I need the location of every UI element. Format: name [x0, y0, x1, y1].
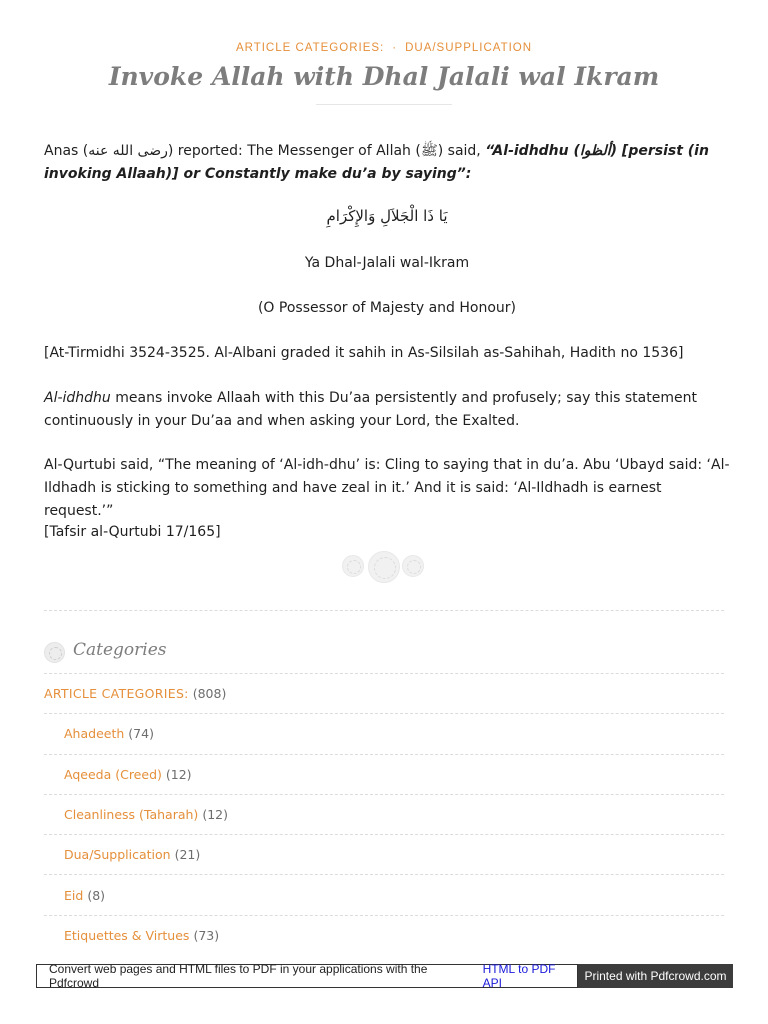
pdfcrowd-message	[36, 964, 578, 988]
category-link[interactable]: Aqeeda (Creed)	[64, 766, 162, 782]
category-item	[44, 874, 724, 914]
category-link[interactable]: Ahadeeth	[64, 726, 125, 742]
hadith-reference: [At-Tirmidhi 3524-3525. Al-Albani graded it sahih in As-Silsilah as-Sahihah, Hadith no 1536]	[44, 345, 684, 361]
idhdhu-term: Al-idhdhu	[44, 390, 111, 406]
category-link[interactable]: Cleanliness (Taharah)	[64, 807, 199, 823]
article-category-line	[0, 42, 768, 54]
ornament-center	[368, 551, 400, 583]
category-item	[44, 713, 724, 753]
section-divider	[44, 610, 724, 611]
category-count: (12)	[165, 766, 192, 782]
idhdhu-explanation	[44, 387, 730, 433]
categories-list	[44, 673, 724, 955]
category-count: (8)	[87, 887, 106, 903]
category-item	[44, 794, 724, 834]
intro-quote: “Al-idhdhu (ألظوا) [persist (in invoking Allaah)] or Constantly make du’a by saying”:	[44, 143, 709, 182]
intro-text: Anas (رضى الله عنه) reported: The Messenger of Allah (ﷺ) said,	[44, 143, 486, 159]
pdfcrowd-banner	[36, 964, 733, 988]
category-link[interactable]: Dua/Supplication	[64, 847, 171, 863]
transliteration: Ya Dhal-Jalali wal-Ikram	[304, 255, 470, 271]
categories-title: Categories	[73, 640, 167, 660]
tafsir-reference: [Tafsir al-Qurtubi 17/165]	[44, 524, 221, 540]
category-count: (12)	[202, 807, 228, 823]
category-separator: ·	[392, 42, 398, 54]
category-item	[44, 915, 724, 955]
pdfcrowd-api-link[interactable]: HTML to PDF API	[482, 962, 556, 990]
category-link[interactable]: ARTICLE CATEGORIES:	[44, 686, 189, 702]
pdfcrowd-text: Convert web pages and HTML files to PDF in your applications with the Pdfcrowd	[49, 962, 428, 990]
category-count: (21)	[174, 847, 201, 863]
category-item	[44, 834, 724, 874]
ornament-small-right	[402, 555, 424, 577]
idhdhu-text: means invoke Allaah with this Du’aa persistently and profusely; say this statement continuously in your Du’aa and when asking your Lord, the Exalted.	[44, 390, 697, 429]
category-count: (808)	[192, 686, 227, 702]
divider-ornament-icon	[342, 551, 426, 581]
ornament-small-left	[342, 555, 364, 577]
category-label[interactable]: ARTICLE CATEGORIES:	[235, 42, 385, 54]
category-count: (73)	[193, 927, 220, 943]
intro-paragraph	[44, 140, 730, 186]
title-divider	[316, 104, 452, 105]
pdfcrowd-printed-badge[interactable]: Printed with Pdfcrowd.com	[578, 964, 733, 988]
article-title: Invoke Allah with Dhal Jalali wal Ikram	[108, 62, 660, 91]
category-link[interactable]: Etiquettes & Virtues	[64, 927, 190, 943]
category-link-dua[interactable]: DUA/SUPPLICATION	[405, 42, 533, 54]
arabic-dua: يَا ذَا الْجَلاَلِ وَالإِكْرَامِ	[326, 207, 448, 225]
category-link[interactable]: Eid	[64, 887, 84, 903]
category-count: (74)	[128, 726, 154, 742]
qurtubi-quote: Al-Qurtubi said, “The meaning of ‘Al-idh-dhu’ is: Cling to saying that in du’a. Abu ‘Ubayd said: ‘Al-Ildhadh is sticking to something and have zeal in it.’ And it is said: ‘Al-Ildhadh is earnest request.’”	[44, 457, 730, 519]
dua-meaning: (O Possessor of Majesty and Honour)	[257, 300, 517, 316]
categories-icon	[44, 642, 65, 663]
category-item	[44, 673, 724, 713]
category-item	[44, 754, 724, 794]
